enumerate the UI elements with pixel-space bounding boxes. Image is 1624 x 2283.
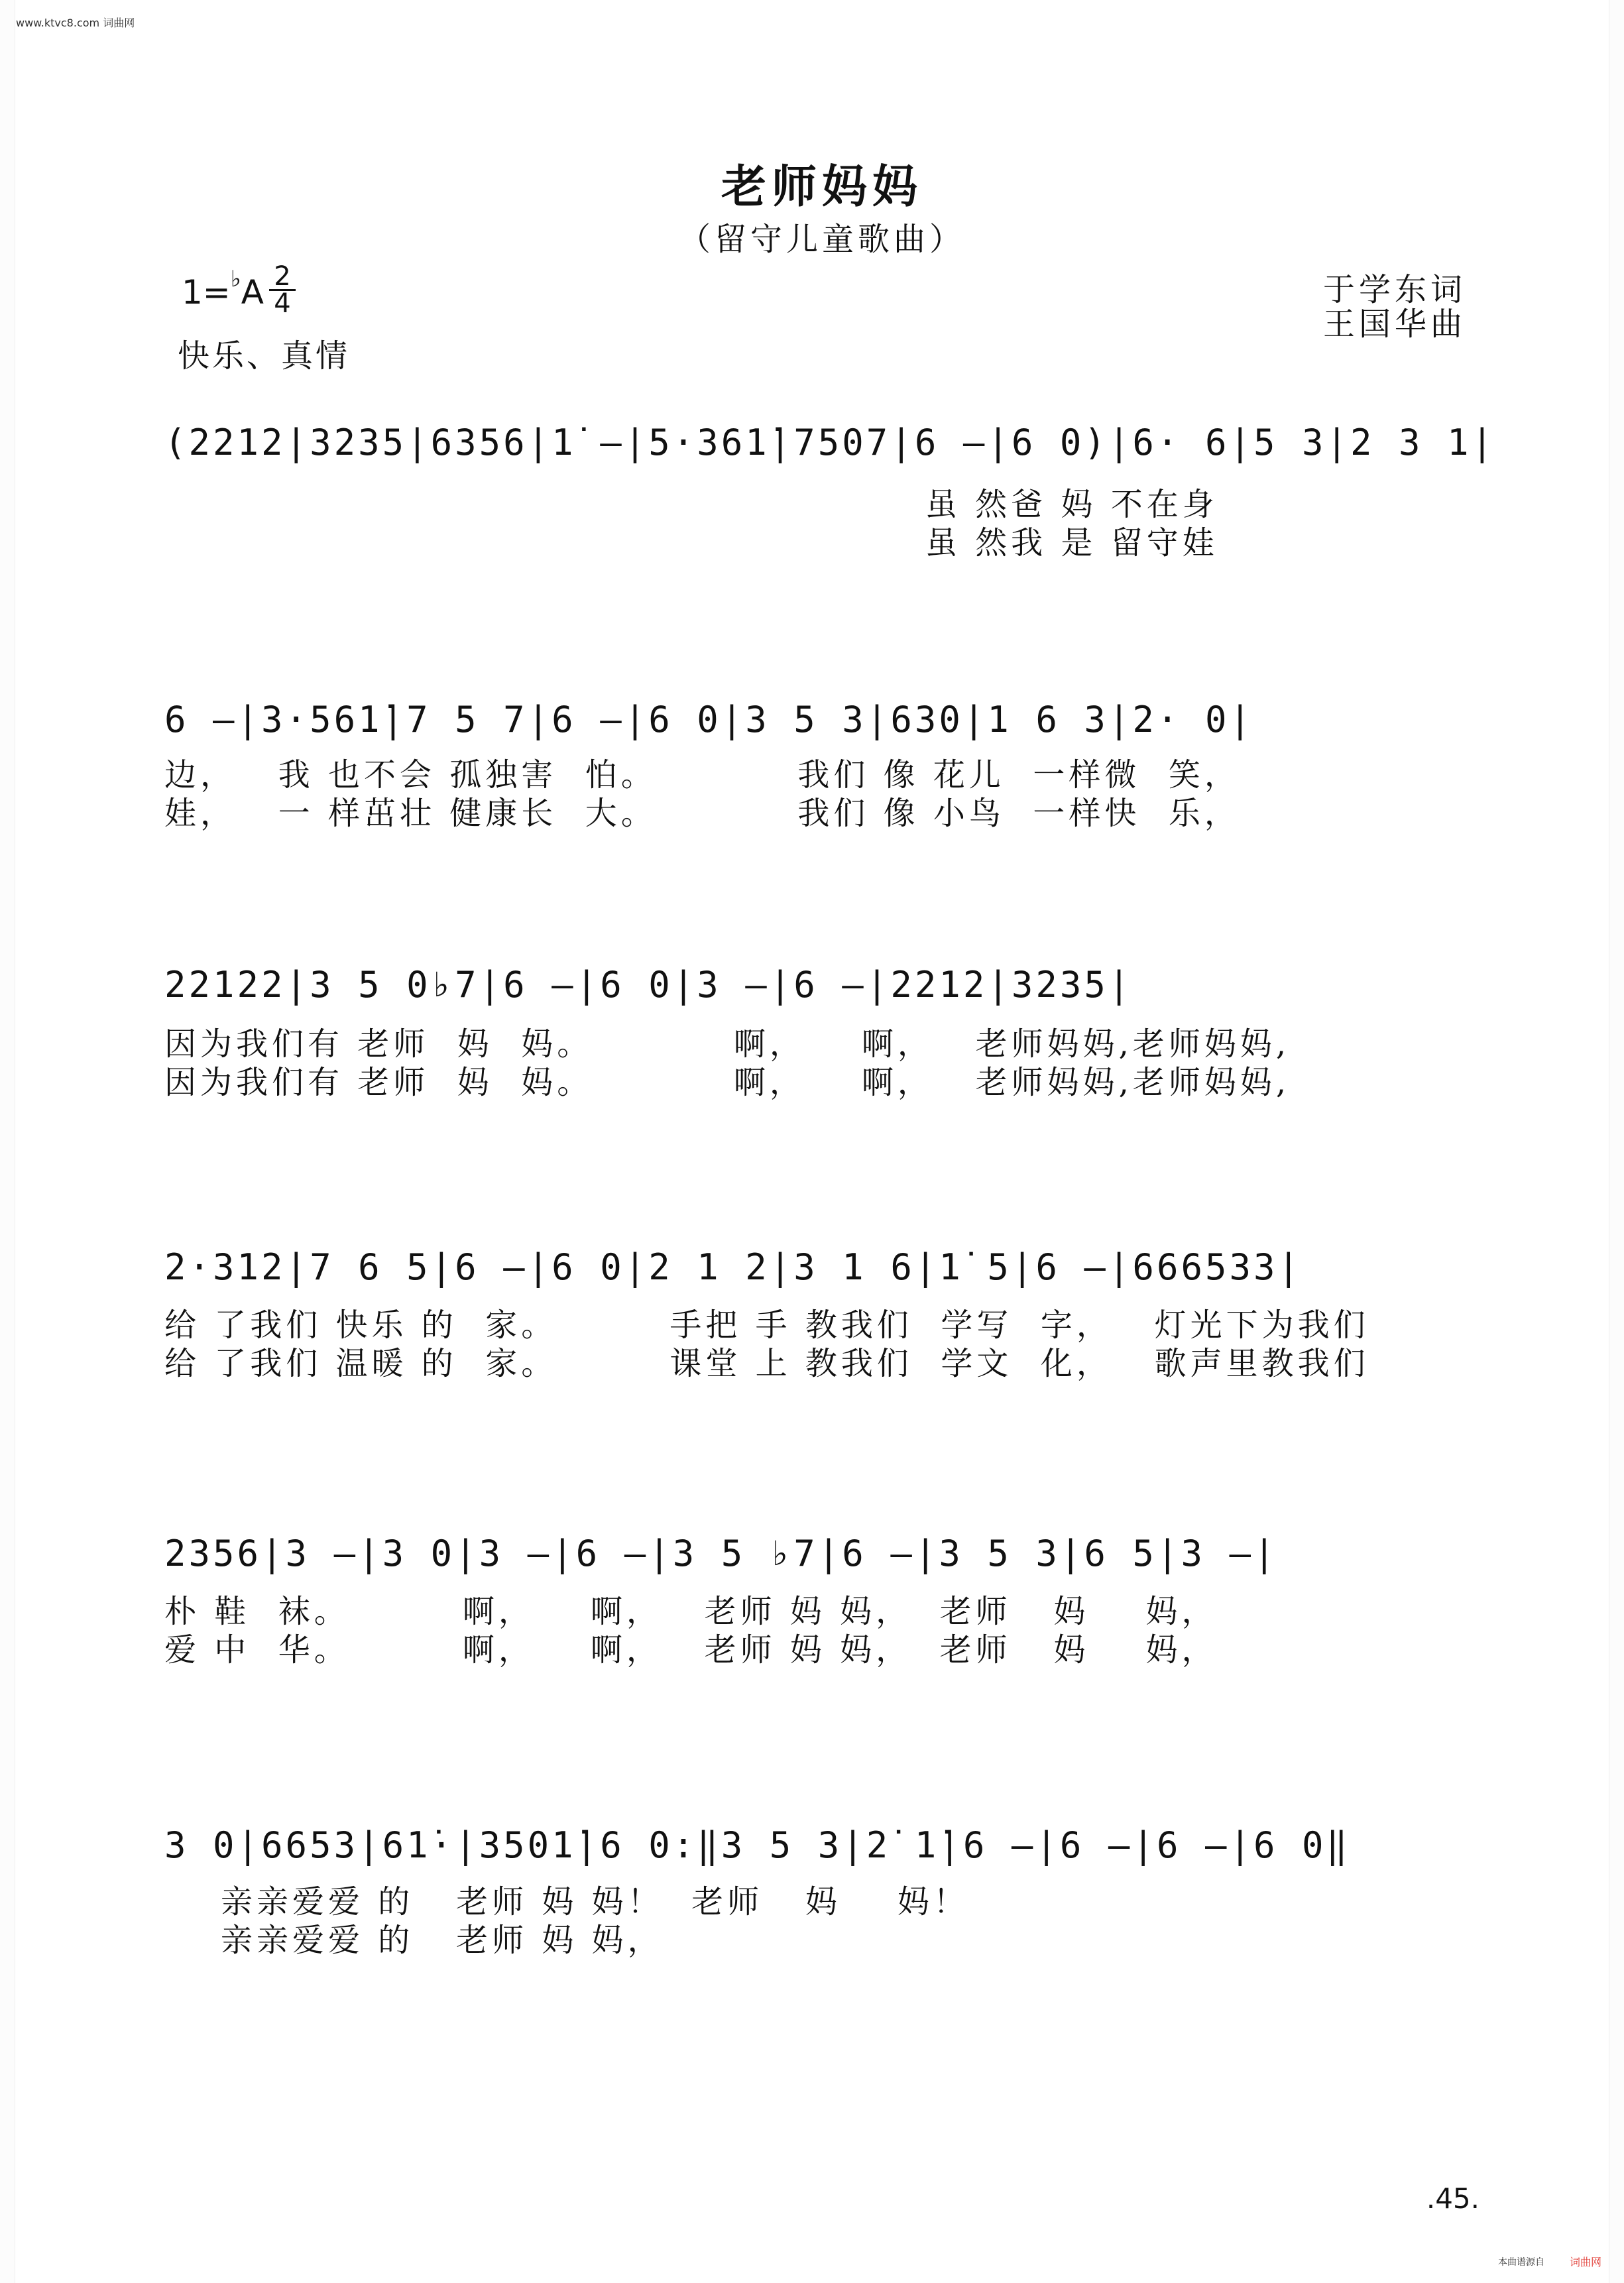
notation-line-4: 2·312|7 6 5|6 –|6 0|2 1 2|3 1 6|1̇ 5|6 –|666533| — [164, 1246, 1303, 1288]
tempo-marking: 快乐、真情 — [178, 337, 351, 375]
song-title: 老师妈妈 — [721, 160, 923, 213]
time-top: 2 — [274, 261, 291, 292]
time-bottom: 4 — [274, 288, 291, 319]
lyric-line-2-verse-1: 边， 我 也不会 孤独害 怕。 我们 像 花儿 一样微 笑， — [164, 756, 1240, 793]
lyric-line-5-verse-2: 爱 中 华。 啊， 啊， 老师 妈 妈， 老师 妈 妈， — [164, 1631, 1218, 1668]
notation-line-1: (2212|3235|6356|1̇ –|5·361̇|7507|6 –|6 0)|6· 6|5 3|2 3 1| — [164, 422, 1496, 463]
notation-line-2: 6 –|3·561̇|7 5 7|6 –|6 0|3 5 3|630|1 6 3|2· 0| — [164, 699, 1253, 740]
left-margin-strip — [0, 0, 15, 2283]
time-signature — [269, 261, 296, 319]
notation-line-3: 22122|3 5 0♭7|6 –|6 0|3 –|6 –|2212|3235| — [164, 964, 1133, 1006]
key-prefix: 1= — [182, 273, 231, 312]
right-margin-strip — [1609, 0, 1624, 2283]
lyric-line-1-verse-1: 虽 然爸 妈 不在身 — [164, 486, 1218, 523]
lyric-line-4-verse-1: 给 了我们 快乐 的 家。 手把 手 教我们 学写 字， 灯光下为我们 — [164, 1307, 1369, 1344]
lyric-line-1-verse-2: 虽 然我 是 留守娃 — [164, 524, 1218, 561]
song-subtitle: （留守儿童歌曲） — [678, 221, 965, 258]
footer-brand-logo: 词曲网 — [1569, 2256, 1601, 2268]
lyric-line-5-verse-1: 朴 鞋 袜。 啊， 啊， 老师 妈 妈， 老师 妈 妈， — [164, 1593, 1218, 1630]
lyric-line-6-verse-1: 亲亲爱爱 的 老师 妈 妈！ 老师 妈 妈！ — [164, 1883, 969, 1920]
site-header: www.ktvc8.com 词曲网 — [16, 17, 135, 29]
key-signature — [182, 266, 264, 312]
lyric-line-2-verse-2: 娃， 一 样茁壮 健康长 大。 我们 像 小鸟 一样快 乐， — [164, 795, 1240, 832]
notation-line-6: 3 0|6653|61̇·|3501̇|6 0:‖3 5 3|2̇ 1̇|6 –|6 –|6 –|6 0‖ — [164, 1824, 1351, 1866]
page-number: .45. — [1426, 2182, 1479, 2215]
composer-credit: 王国华曲 — [1322, 306, 1466, 343]
notation-line-5: 2356|3 –|3 0|3 –|6 –|3 5 ♭7|6 –|3 5 3|6 5|3 –| — [164, 1533, 1278, 1574]
key-flat: ♭ — [230, 266, 241, 292]
footer-source-note: 本曲谱源自 — [1498, 2257, 1544, 2268]
lyric-line-6-verse-2: 亲亲爱爱 的 老师 妈 妈， — [164, 1922, 664, 1959]
key-note: A — [241, 273, 264, 312]
lyricist-credit: 于学东词 — [1322, 271, 1466, 308]
lyric-line-3-verse-1: 因为我们有 老师 妈 妈。 啊， 啊， 老师妈妈,老师妈妈, — [164, 1025, 1291, 1063]
lyric-line-3-verse-2: 因为我们有 老师 妈 妈。 啊， 啊， 老师妈妈,老师妈妈, — [164, 1064, 1291, 1101]
lyric-line-4-verse-2: 给 了我们 温暖 的 家。 课堂 上 教我们 学文 化， 歌声里教我们 — [164, 1345, 1369, 1382]
